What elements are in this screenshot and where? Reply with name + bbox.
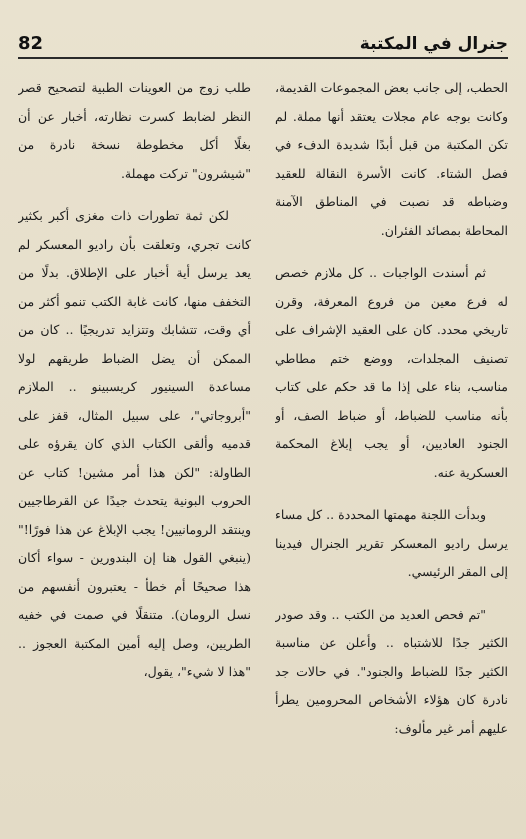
paragraph: لكن ثمة تطورات ذات مغزى أكبر بكثير كانت تجري، وتعلقت بأن راديو المعسكر لم يعد يرسل أية أخبار على الإطلاق. بدلًا من التخفف منها، كانت غابة الكتب تنمو أكثر من أي وقت، تتشابك وتتزايد تدريجيًا .. كان من الممكن أن يضل الضباط طريقهم لولا مساعدة السينيور كريسبينو .. الملازم "أبروجاتي"، على سبيل المثال، قفز على قدميه وألقى الكتاب الذي كان يقرؤه على الطاولة: "لكن هذا أمر مشين! كتاب عن الحروب البونية يتحدث جيدًا عن القرطاجيين وينتقد الرومانيين! يجب الإبلاغ عن هذا فورًا!" (ينبغي القول هنا إن البندورين - سواء أكان هذا صحيحًا أم خطأ - يعتبرون أنفسهم من نسل الرومان). متنقلًا في صمت في خفيه الطريين، وصل إليه أمين المكتبة العجوز .. "هذا لا شيء"، يقول، [18, 208, 251, 679]
paragraph: "تم فحص العديد من الكتب .. وقد صودر الكثير جدًا للاشتباه .. وأعلن عن مناسبة الكثير جدًا للضباط والجنود". في حالات جد نادرة كان هؤلاء الأشخاص المحرومين يطرأ عليهم أمر غير مألوف: [275, 606, 508, 736]
running-header [18, 14, 508, 54]
paragraph: طلب زوج من العوينات الطبية لتصحيح قصر النظر لضابط كسرت نظارته، أخبار عن أن بغلًا أكل مخطوطة نسخة نادرة من "شيشرون" تركت مهملة. [18, 80, 251, 181]
text-columns [18, 74, 508, 829]
paragraph: وبدأت اللجنة مهمتها المحددة .. كل مساء يرسل راديو المعسكر تقرير الجنرال فيدينا إلى المقر الرئيسي. [275, 507, 508, 579]
header-rule [18, 57, 508, 59]
page-number: 82 [18, 33, 44, 54]
paragraph: الحطب، إلى جانب بعض المجموعات القديمة، وكانت بوجه عام مجلات يعتقد أنها مملة. لم تكن المكتبة من قبل أبدًا شديدة الدفء في فصل الشتاء. كانت الأسرة النقالة للعقيد وضباطه قد نصبت في المناطق الآمنة المحاطة بمصائد الفئران. [275, 80, 508, 238]
right-column [275, 74, 508, 829]
paragraph: ثم أسندت الواجبات .. كل ملازم خصص له فرع معين من فروع المعرفة، وقرن تاريخي محدد. كان على العقيد الإشراف على تصنيف المجلدات، ووضع ختم مطاطي مناسب، بناء على إذا ما قد حكم على كتاب بأنه مناسب للضباط، أو ضباط الصف، أو الجنود العاديين، أو يجب إبلاغ المحكمة العسكرية عنه. [275, 265, 508, 480]
left-column [18, 74, 251, 829]
running-title: جنرال في المكتبة [359, 34, 508, 54]
